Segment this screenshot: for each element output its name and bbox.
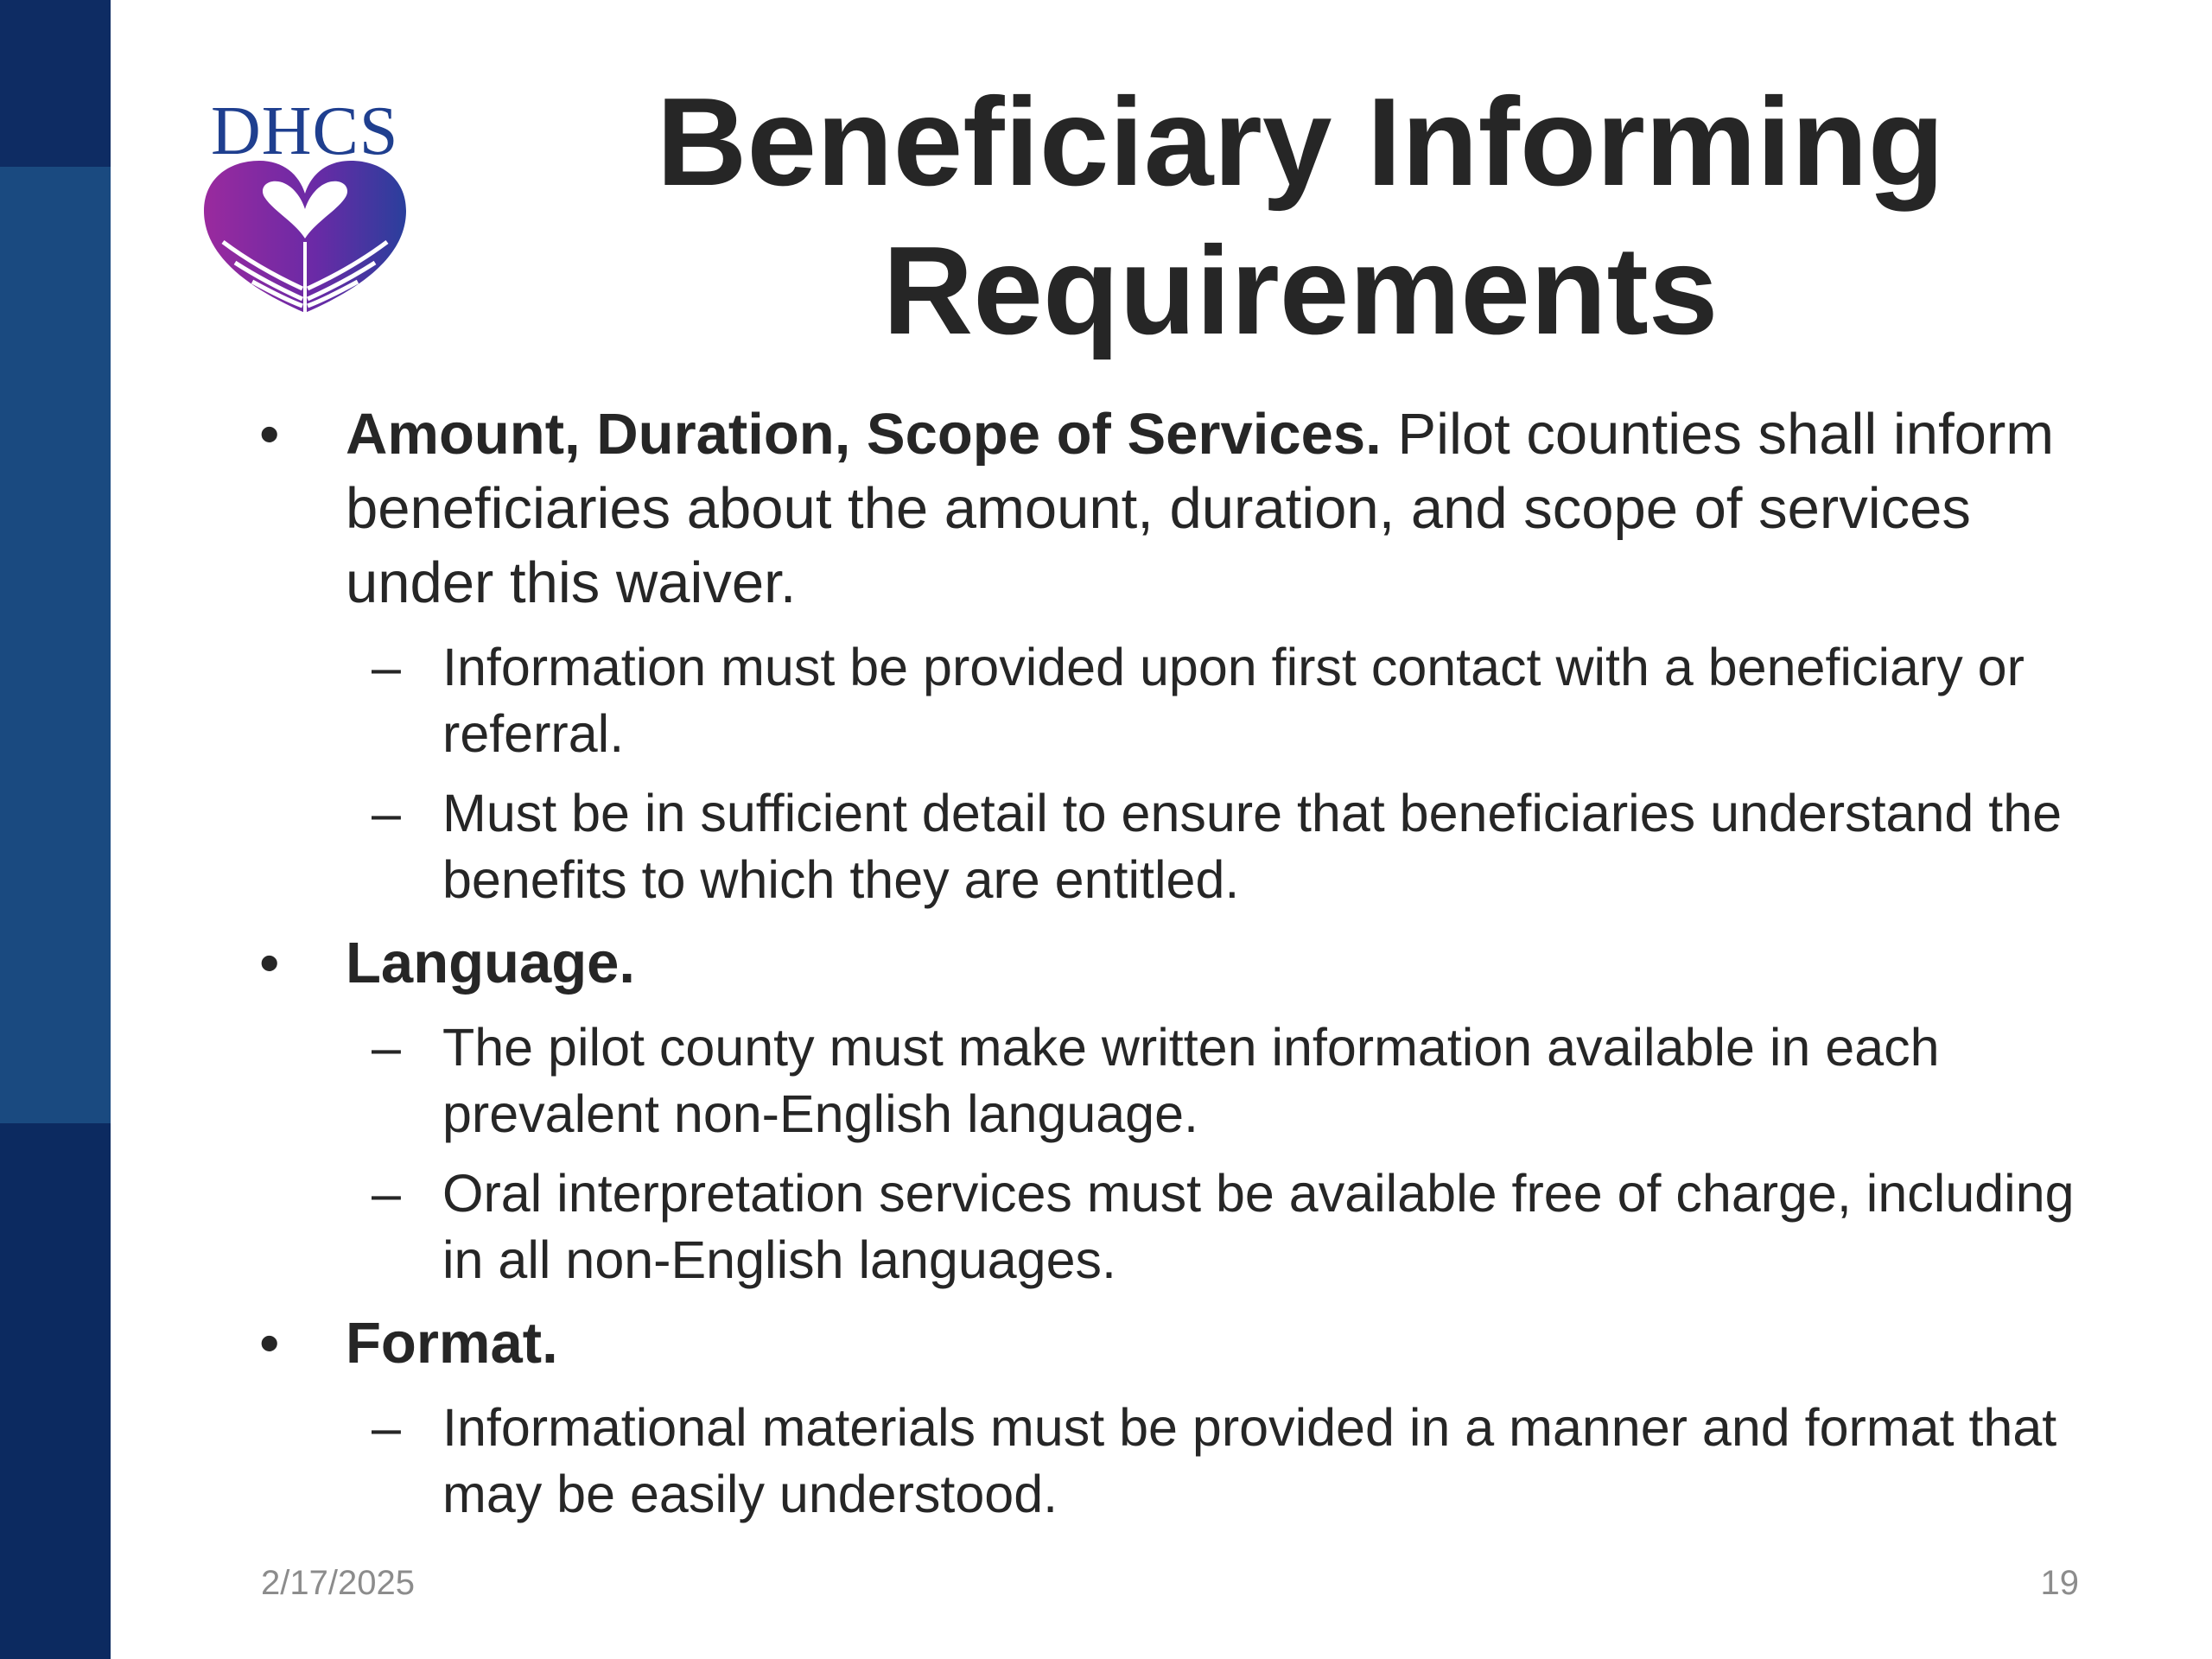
sub-bullet-glyph: –	[372, 784, 401, 842]
sub-bullet-glyph: –	[372, 638, 401, 696]
footer-date: 2/17/2025	[261, 1564, 415, 1602]
slide-title	[553, 67, 2048, 365]
bullet-glyph: •	[259, 931, 280, 995]
sub-bullet-item	[259, 634, 2091, 767]
sub-bullet-item	[259, 1395, 2091, 1528]
sub-bullet-glyph: –	[372, 1164, 401, 1223]
bullet-lead: Format.	[346, 1311, 558, 1376]
logo-text: DHCS	[211, 93, 399, 169]
bullet-item	[259, 397, 2091, 620]
sub-bullet-text: Informational materials must be provided in a manner and format that may be easily understood.	[442, 1398, 2057, 1523]
slide-content	[259, 397, 2091, 1541]
sub-bullet-item	[259, 780, 2091, 913]
bullet-item	[259, 926, 2091, 1001]
slide-title-line-1: Beneficiary Informing	[656, 72, 1945, 212]
sub-bullet-text: The pilot county must make written information available in each prevalent non-English language.	[442, 1018, 1940, 1143]
side-bar	[0, 0, 111, 1659]
bullet-text: Pilot counties shall inform beneficiaries about the amount, duration, and scope of services under this waiver.	[346, 402, 2055, 615]
side-bar-bottom-band	[0, 1123, 111, 1659]
dhcs-logo	[197, 93, 413, 308]
bullet-lead: Amount, Duration, Scope of Services.	[346, 402, 1382, 467]
slide-title-line-2: Requirements	[882, 220, 1719, 360]
sub-bullet-text: Information must be provided upon first contact with a beneficiary or referral.	[442, 638, 2024, 763]
slide-number: 19	[2040, 1564, 2079, 1602]
bullet-glyph: •	[259, 402, 280, 467]
side-bar-middle-band	[0, 167, 111, 1123]
sub-bullet-text: Oral interpretation services must be available free of charge, including in all non-English languages.	[442, 1164, 2075, 1289]
sub-bullet-item	[259, 1160, 2091, 1294]
sub-bullet-item	[259, 1014, 2091, 1147]
sub-bullet-glyph: –	[372, 1018, 401, 1077]
bullet-glyph: •	[259, 1311, 280, 1376]
bullet-item	[259, 1306, 2091, 1381]
heart-hands-icon	[197, 159, 413, 315]
sub-bullet-glyph: –	[372, 1398, 401, 1457]
side-bar-top-band	[0, 0, 111, 167]
bullet-lead: Language.	[346, 931, 636, 995]
sub-bullet-text: Must be in sufficient detail to ensure that beneficiaries understand the benefits to which they are entitled.	[442, 784, 2063, 909]
